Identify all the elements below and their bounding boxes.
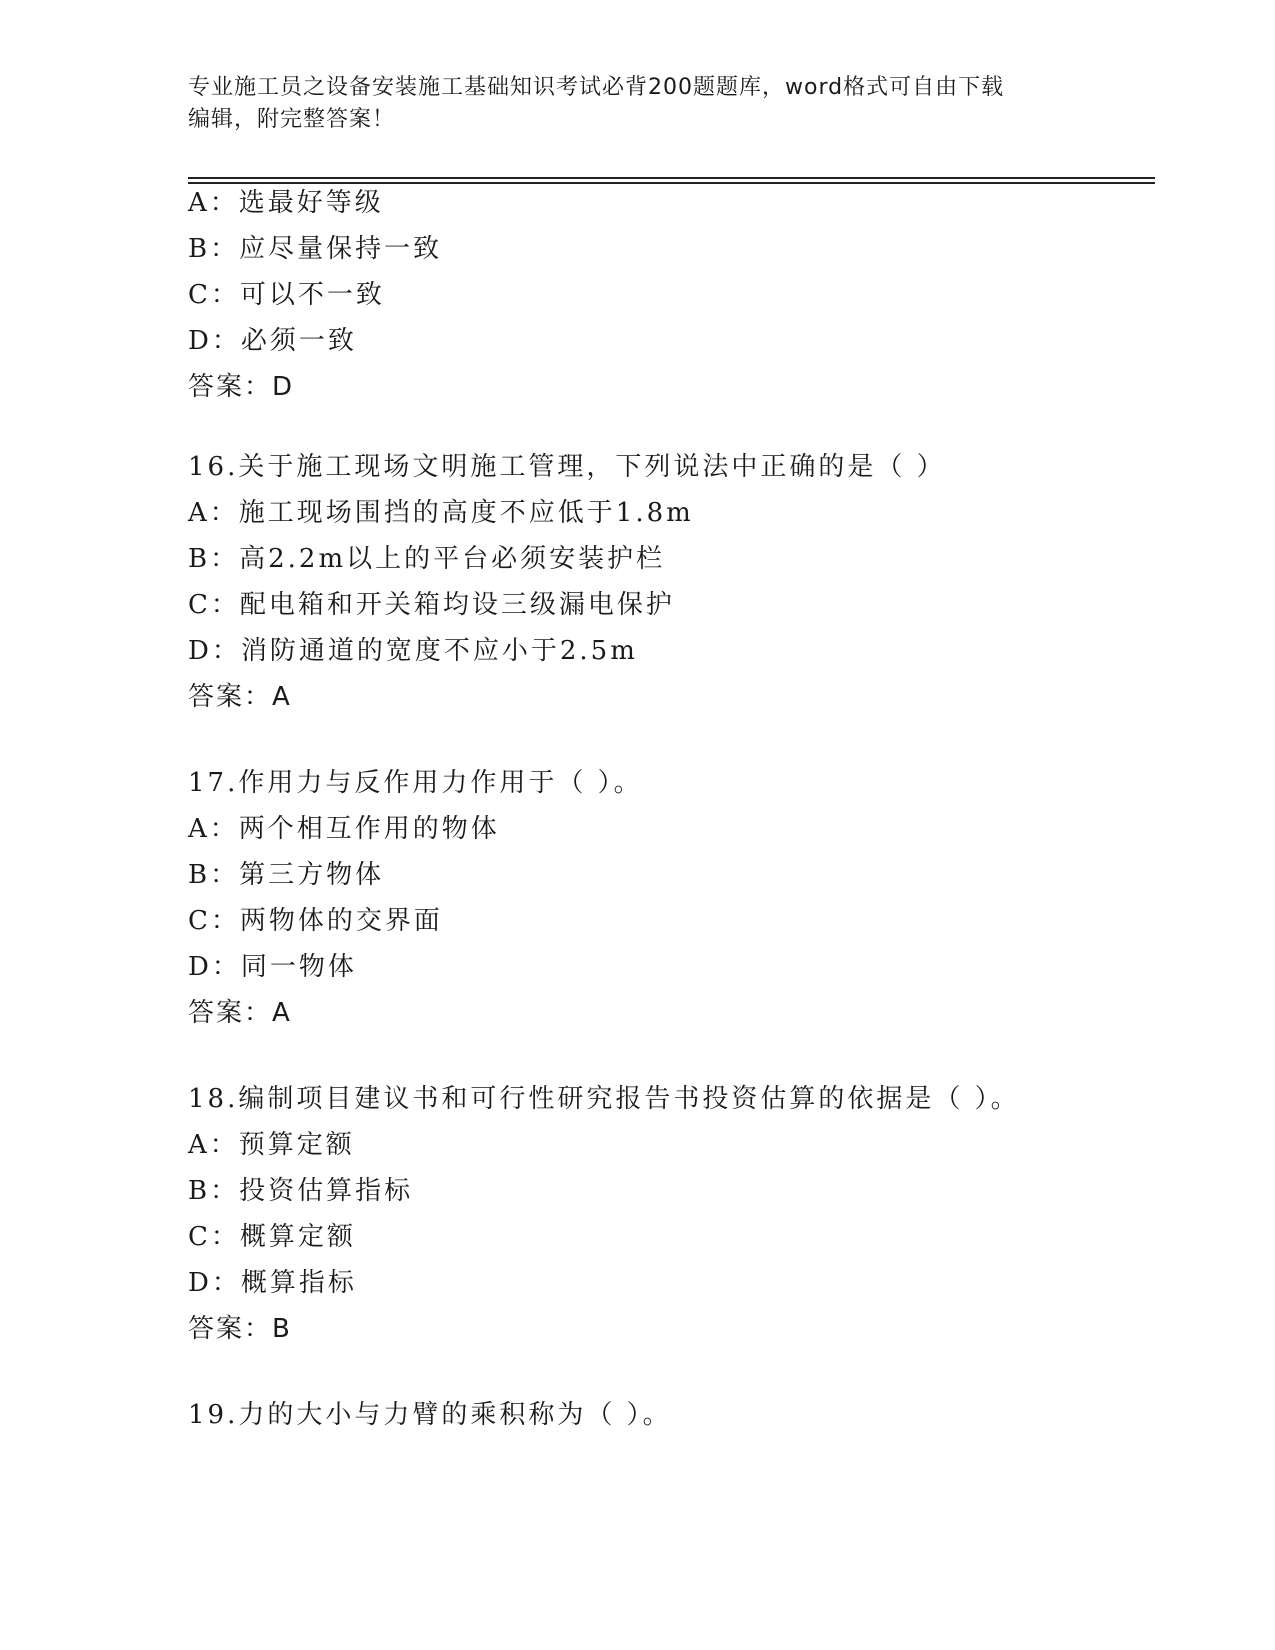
question-16 — [188, 444, 1148, 720]
question-text: 17.作用力与反作用力作用于（ ）。 — [188, 768, 643, 798]
option-b: B：应尽量保持一致 — [188, 234, 443, 264]
option-b: B：投资估算指标 — [188, 1176, 414, 1206]
header-line-2: 编辑，附完整答案！ — [188, 107, 396, 132]
option-c: C：可以不一致 — [188, 280, 385, 310]
document-header — [188, 72, 1088, 136]
header-divider-top — [188, 177, 1155, 179]
option-a: A：预算定额 — [188, 1130, 355, 1160]
question-text: 16.关于施工现场文明施工管理，下列说法中正确的是（ ） — [188, 452, 946, 482]
question-15-continuation — [188, 180, 1148, 410]
option-a: A：选最好等级 — [188, 188, 384, 218]
option-b: B：高2.2m以上的平台必须安装护栏 — [188, 544, 666, 574]
question-17 — [188, 760, 1148, 1036]
answer-label: 答案：A — [188, 998, 292, 1028]
question-18 — [188, 1076, 1148, 1352]
option-b: B：第三方物体 — [188, 860, 385, 890]
option-a: A：两个相互作用的物体 — [188, 814, 500, 844]
option-c: C：两物体的交界面 — [188, 906, 443, 936]
option-d: D：必须一致 — [188, 326, 357, 356]
answer-label: 答案：D — [188, 372, 295, 402]
option-c: C：配电箱和开关箱均设三级漏电保护 — [188, 590, 675, 620]
option-d: D：消防通道的宽度不应小于2.5m — [188, 636, 638, 666]
question-text: 19.力的大小与力臂的乘积称为（ ）。 — [188, 1400, 672, 1430]
question-19 — [188, 1392, 1148, 1438]
option-c: C：概算定额 — [188, 1222, 356, 1252]
option-a: A：施工现场围挡的高度不应低于1.8m — [188, 498, 694, 528]
answer-label: 答案：A — [188, 682, 292, 712]
header-line-1: 专业施工员之设备安装施工基础知识考试必背200题题库，word格式可自由下载 — [188, 75, 1005, 100]
question-text: 18.编制项目建议书和可行性研究报告书投资估算的依据是（ ）。 — [188, 1084, 1020, 1114]
answer-label: 答案：B — [188, 1314, 292, 1344]
option-d: D：同一物体 — [188, 952, 357, 982]
option-d: D：概算指标 — [188, 1268, 357, 1298]
